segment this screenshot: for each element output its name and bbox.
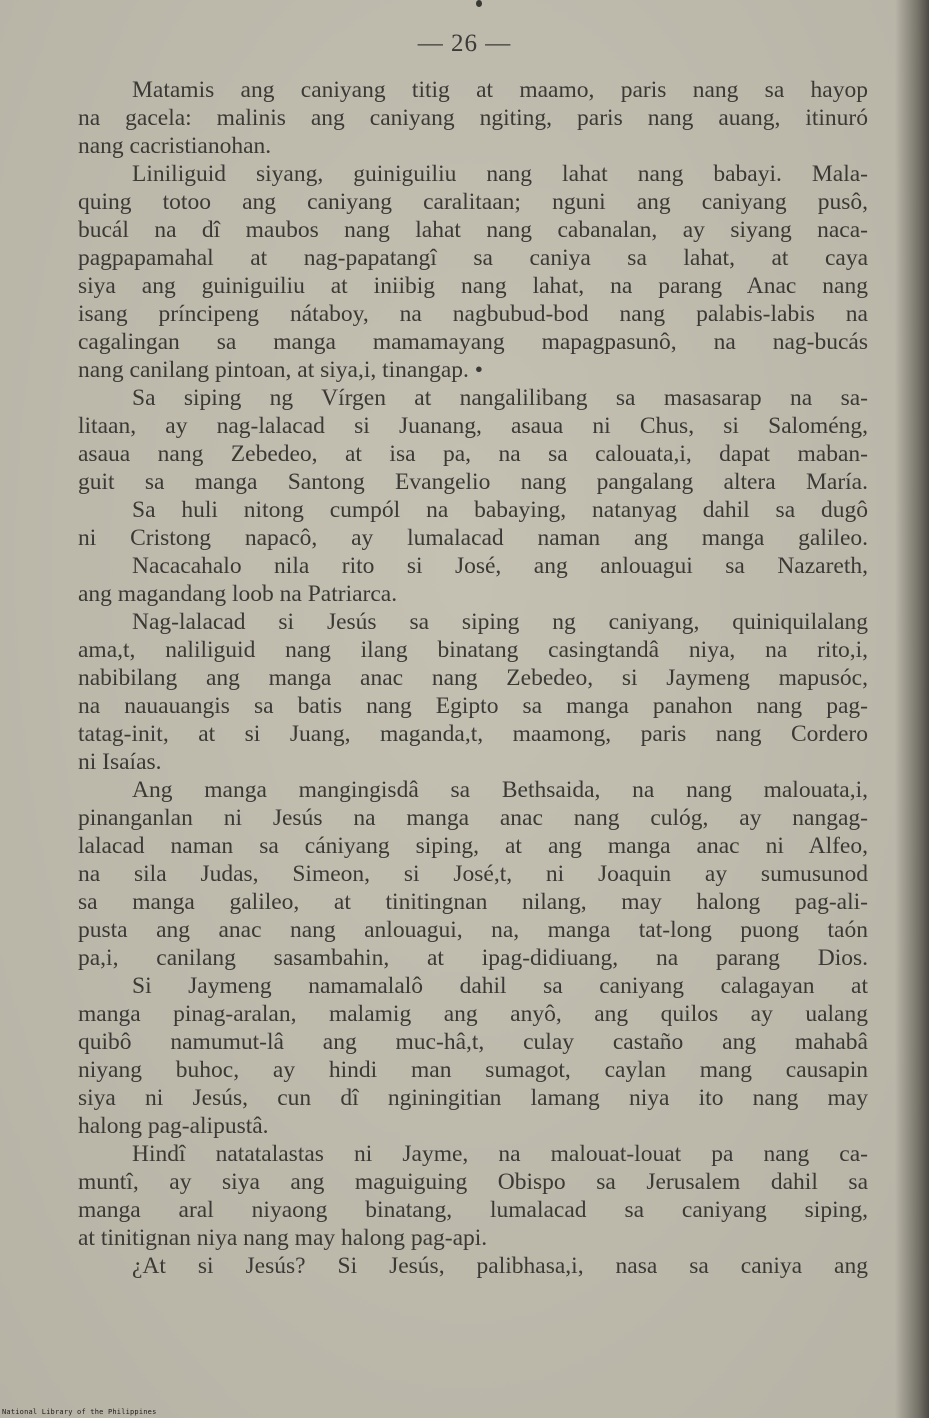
text-line: Hindî natatalastas ni Jayme, na malouat-louat pa nang ca- [132,1141,868,1167]
text-line: Matamis ang caniyang titig at maamo, paris nang sa hayop [132,77,868,103]
text-line: manga pinag-aralan, malamig ang anyô, ang quilos ay ualang [78,1001,868,1027]
text-line: muntî, ay siya ang maguiguing Obispo sa Jerusalem dahil sa [78,1169,868,1195]
text-line: lalacad naman sa cániyang siping, at ang manga anac ni Alfeo, [78,833,868,859]
text-line: siya ang guiniguiliu at iniibig nang lahat, na parang Anac nang [78,273,868,299]
text-line: ang magandang loob na Patriarca. [78,581,398,607]
text-line: siya ni Jesús, cun dî nginingitian lamang niya ito nang may [78,1085,868,1111]
text-line: halong pag-alipustâ. [78,1113,269,1139]
text-line: na nauauangis sa batis nang Egipto sa manga panahon nang pag- [78,693,868,719]
text-line: pa,i, canilang sasambahin, at ipag-didiuang, na parang Dios. [78,945,868,971]
text-line: ama,t, naliliguid nang ilang binatang casingtandâ niya, na rito,i, [78,637,868,663]
text-line: Si Jaymeng namamalalô dahil sa caniyang calagayan at [132,973,868,999]
text-line: Sa huli nitong cumpól na babaying, natanyag dahil sa dugô [132,497,868,523]
text-line: quibô namumut-lâ ang muc-hâ,t, culay castaño ang mahabâ [78,1029,868,1055]
text-line: ni Cristong napacô, ay lumalacad naman ang manga galileo. [78,525,868,551]
footer-credit: National Library of the Philippines [2,1408,157,1416]
text-line: Nacacahalo nila rito si José, ang anlouagui sa Nazareth, [132,553,868,579]
text-line: Liniliguid siyang, guiniguiliu nang lahat nang babayi. Mala- [132,161,868,187]
body-text [78,76,868,1280]
text-line: quing totoo ang caniyang caralitaan; nguni ang caniyang pusô, [78,189,868,215]
page-number: — 26 — [417,30,512,57]
text-line: cagalingan sa manga mamamayang mapagpasunô, na nag-bucás [78,329,868,355]
text-line: nang cacristianohan. [78,133,272,159]
text-line: isang príncipeng nátaboy, na nagbubud-bod nang palabis-labis na [78,301,868,327]
text-line: litaan, ay nag-lalacad si Juanang, asaua ni Chus, si Saloméng, [78,413,868,439]
text-line: asaua nang Zebedeo, at isa pa, na sa calouata,i, dapat maban- [78,441,868,467]
text-line: ¿At si Jesús? Si Jesús, palibhasa,i, nasa sa caniya ang [132,1253,868,1279]
text-line: manga aral niyaong binatang, lumalacad sa caniyang siping, [78,1197,868,1223]
text-line: na sila Judas, Simeon, si José,t, ni Joaquin ay sumusunod [78,861,868,887]
text-line: guit sa manga Santong Evangelio nang pangalang altera María. [78,469,868,495]
text-line: pinanganlan ni Jesús na manga anac nang culóg, ay nangag- [78,805,868,831]
text-line: niyang buhoc, ay hindi man sumagot, caylan mang causapin [78,1057,868,1083]
text-line: at tinitignan niya nang may halong pag-api. [78,1225,488,1251]
text-line: sa manga galileo, at tinitingnan nilang, may halong pag-ali- [78,889,868,915]
text-line: Sa siping ng Vírgen at nangalilibang sa masasarap na sa- [132,385,868,411]
text-line: bucál na dî maubos nang lahat nang cabanalan, ay siyang naca- [78,217,868,243]
text-line: ni Isaías. [78,749,162,775]
text-line: tatag-init, at si Juang, maganda,t, maamong, paris nang Cordero [78,721,868,747]
text-line: pusta ang anac nang anlouagui, na, manga tat-long puong taón [78,917,868,943]
ink-speck [476,0,482,7]
page-edge-shadow [895,0,929,1418]
text-line: nang canilang pintoan, at siya,i, tinangap. • [78,357,484,383]
text-line: na gacela: malinis ang caniyang ngiting, paris nang auang, itinuró [78,105,868,131]
text-line: nabibilang ang manga anac nang Zebedeo, si Jaymeng mapusóc, [78,665,868,691]
text-line: Nag-lalacad si Jesús sa siping ng caniyang, quiniquilalang [132,609,868,635]
text-line: Ang manga mangingisdâ sa Bethsaida, na nang malouata,i, [132,777,868,803]
text-line: pagpapamahal at nag-papatangî sa caniya sa lahat, at caya [78,245,868,271]
